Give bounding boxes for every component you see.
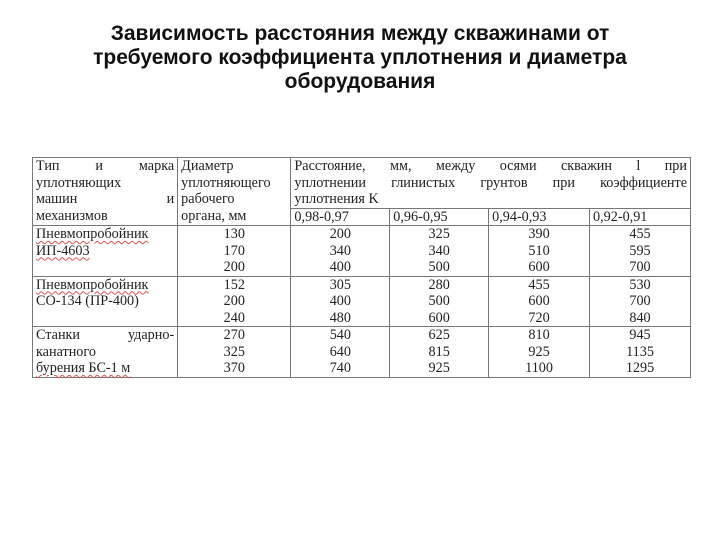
value-cell: 530	[590, 276, 691, 293]
value-cell: 500	[390, 259, 489, 276]
value-cell: 510	[489, 243, 590, 260]
value-cell: 500	[390, 293, 489, 310]
value-cell: 455	[489, 276, 590, 293]
value-cell: 720	[489, 310, 590, 327]
table-row	[33, 276, 691, 293]
table-row	[33, 360, 691, 377]
value-cell: 600	[489, 293, 590, 310]
table-row	[33, 344, 691, 361]
value-cell: 595	[590, 243, 691, 260]
value-cell: 840	[590, 310, 691, 327]
value-cell: 1135	[590, 344, 691, 361]
table-row	[33, 310, 691, 327]
value-cell: 925	[489, 344, 590, 361]
value-cell: 740	[291, 360, 390, 377]
title-line-2: требуемого коэффициента уплотнения и диаметра	[93, 46, 627, 69]
value-cell: 325	[390, 226, 489, 243]
value-cell: 925	[390, 360, 489, 377]
diameter-cell: 200	[178, 293, 291, 310]
value-cell: 815	[390, 344, 489, 361]
table-row	[33, 259, 691, 276]
value-cell: 480	[291, 310, 390, 327]
value-cell: 455	[590, 226, 691, 243]
value-cell: 540	[291, 327, 390, 344]
table-row	[33, 293, 691, 310]
type-cell: Станки ударно-	[33, 327, 178, 344]
value-cell: 1100	[489, 360, 590, 377]
value-cell: 700	[590, 293, 691, 310]
value-cell: 390	[489, 226, 590, 243]
coefficient-cell: 0,96-0,95	[390, 208, 489, 226]
value-cell: 1295	[590, 360, 691, 377]
value-cell: 340	[390, 243, 489, 260]
value-cell: 625	[390, 327, 489, 344]
diameter-cell: 152	[178, 276, 291, 293]
type-cell: Пневмопробойник	[33, 226, 178, 243]
slide-title	[20, 22, 700, 94]
value-cell: 600	[390, 310, 489, 327]
value-cell: 640	[291, 344, 390, 361]
diameter-cell: 130	[178, 226, 291, 243]
header-distance: Расстояние, мм, между осями скважин l при уплотнении глинистых грунтов при коэффициенте уплотнения K	[291, 158, 691, 209]
value-cell: 600	[489, 259, 590, 276]
table-row	[33, 327, 691, 344]
type-cell: канатного	[33, 344, 178, 361]
diameter-cell: 170	[178, 243, 291, 260]
type-cell: СО-134 (ПР-400)	[33, 293, 178, 310]
value-cell: 280	[390, 276, 489, 293]
value-cell: 200	[291, 226, 390, 243]
title-line-3: оборудования	[284, 70, 436, 93]
value-cell: 340	[291, 243, 390, 260]
table-row	[33, 226, 691, 243]
type-cell	[33, 310, 178, 327]
type-cell: Пневмопробойник	[33, 276, 178, 293]
coefficient-cell: 0,94-0,93	[489, 208, 590, 226]
diameter-cell: 270	[178, 327, 291, 344]
type-cell	[33, 259, 178, 276]
diameter-cell: 370	[178, 360, 291, 377]
table-header-row	[33, 158, 691, 209]
type-cell: ИП-4603	[33, 243, 178, 260]
value-cell: 400	[291, 259, 390, 276]
diameter-cell: 325	[178, 344, 291, 361]
table-row	[33, 243, 691, 260]
header-diameter: Диаметр уплотняющего рабочего органа, мм	[178, 158, 291, 226]
coefficient-cell: 0,92-0,91	[590, 208, 691, 226]
value-cell: 305	[291, 276, 390, 293]
type-cell: бурения БС-1 м	[33, 360, 178, 377]
value-cell: 810	[489, 327, 590, 344]
value-cell: 700	[590, 259, 691, 276]
title-line-1: Зависимость расстояния между скважинами от	[110, 22, 610, 45]
diameter-cell: 200	[178, 259, 291, 276]
header-type: Тип и марка уплотняющих машин и механизмов	[33, 158, 178, 226]
diameter-cell: 240	[178, 310, 291, 327]
value-cell: 945	[590, 327, 691, 344]
value-cell: 400	[291, 293, 390, 310]
distance-table	[32, 157, 691, 378]
coefficient-cell: 0,98-0,97	[291, 208, 390, 226]
